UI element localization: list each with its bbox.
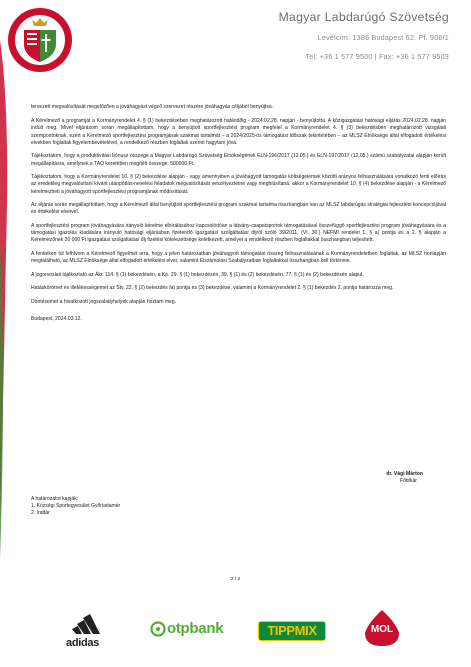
recipients-heading: A határozatot kapják:	[31, 496, 79, 502]
tippmix-logo: TIPPMIX	[258, 621, 326, 641]
page-number: 2 / 2	[230, 577, 241, 582]
paragraph: Tájékoztatom, hogy a Kormányrendelet 10. § (2) bekezdése alapján - vagy amennyiben a jóváhagyott támogatás költségelemek közötti arányos felhasználására vonatkozó fenti előírás az eredetileg megvalósítani kívánt utánpótlás-nevelési feladatok megvalósítását veszélyeztetné vagy meghiúsítaná, akkor a Kormányrendelet 10. § (4) bekezdése alapján - a Kérelmező kérelmezheti a jóváhagyott sportfejlesztési programjának módosítását.	[31, 174, 446, 195]
recipient-item: 2. Irattár	[31, 510, 50, 517]
letter-body	[31, 104, 446, 330]
signatory-name: dr. Vági Márton	[386, 471, 423, 477]
adidas-stripes-icon	[66, 612, 114, 634]
paragraph: A fentieken túl felhívom a Kérelmező figyelmét arra, hogy a jelen határozatban jóváhagyott támogatási összeg felhasználásának a Kormányrendeletben foglaltak, az MLSZ honlapján megtalálható, az MLSZ Elnöksége által elfogadott értékelési elvei, valamint Elszámolási Szabályzatban foglaltakkal összhangban kell történnie.	[31, 251, 446, 265]
paragraph: A jogorvoslati tájékoztató az Ákr. 114. § (1) bekezdésén, a Kp. 29. § (1) bekezdésén, 39. § (1) és (2) bekezdésén, 77. § (1) és (2) bekezdésén alapul.	[31, 271, 364, 278]
mlsz-seal-logo	[6, 6, 74, 74]
phone-fax: Tel: +36 1 577 9500 | Fax: +36 1 577 9503	[305, 52, 449, 61]
paragraph: A sportfejlesztési program jóváhagyására irányuló kérelme elbírálásához kapcsolódóan a látvány-csapatsportok támogatásával összefüggő sportfejlesztési program jóváhagyására és a támogatási igazolás kiadására irányuló hatósági eljárásban fizetendő igazgatási szolgáltatási díjról szóló 39/2011. (VI. 30.) NEFMI rendelet 1. § a) pontja és a 2. § alapján a Kérelmezőnek 20 000 Ft igazgatási szolgáltatási díj fizetési kötelezettsége keletkezett, amelyet a rendelkező részben foglaltakkal összhangban teljesített.	[31, 223, 446, 244]
paragraph: Hatáskörömet és illetékességemet az Stv. 22. § (2) bekezdés fa) pontja és (3) bekezdése, valamint a Kormányrendelet 2. § (1) bekezdés 2. pontja határozza meg.	[31, 285, 394, 292]
mol-logo: MOL	[362, 609, 402, 647]
recipient-item: 1. Községi Sportegyesület Győrladamér	[31, 503, 121, 510]
otpbank-logo: otpbank	[150, 620, 230, 642]
otp-mark-icon	[150, 621, 166, 637]
sponsor-bar	[0, 608, 471, 650]
organization-name: Magyar Labdarúgó Szövetség	[278, 10, 449, 24]
paragraph: Tájékoztatom, hogy a produktivitási bónusz összege a Magyar Labdarúgó Szövetség Elnökségének ELN-196/2017 (12.05.) és ELN-197/2017 (12.05.) számú szabályzatai alapján került megállapításra, amelynek a TAO keretében megítélt összege: 500000 Ft.	[31, 153, 446, 167]
mailing-address: Levélcím: 1386 Budapest 62. Pf. 906/1	[317, 33, 449, 42]
adidas-logo: adidas	[66, 612, 114, 646]
paragraph: tervezett megvalósítását megelőzően a jóváhagyást végző szervezet részére jóváhagyás céljából benyújtsa.	[31, 104, 274, 110]
place-date: Budapest, 2024.03.12.	[31, 316, 82, 323]
paragraph: Döntésemet a hivatkozott jogszabályhelyek alapján hoztam meg.	[31, 298, 177, 305]
signature-block	[31, 471, 423, 485]
paragraph: A Kérelmező a programját a Kormányrendelet 4. § (1) bekezdésében meghatározott határidőig - 2024.02.28. napján - benyújtotta. A közigazgatási hatósági eljárás 2024.02.28. napján indult meg. Mivel eljárásom során megállapítottam, hogy a benyújtott sportfejlesztési program megfelel a Kormányrendelet 4. § (3) bekezdésben meghatározott vizsgálati szempontoknak, ezért a Kérelmező sportfejlesztési programjának szakmai tartalmát – a 2024/2025-ös támogatási időszak tekintetében – az MLSZ Elnöksége által elfogadott értékelési elvekben foglaltak figyelembevételével, a rendelkező részben foglaltak szerint hagytam jóvá.	[31, 118, 446, 146]
paragraph: Az eljárás során megállapítottam, hogy a Kérelmező által benyújtott sportfejlesztési program szakmai tartalma összhangban van az MLSZ labdarúgás stratégiai fejlesztési koncepciójával és értékelési elveivel.	[31, 202, 446, 216]
side-stripe	[0, 0, 20, 667]
signatory-title: Főtitkár	[400, 478, 417, 484]
recipients-block	[31, 496, 120, 518]
